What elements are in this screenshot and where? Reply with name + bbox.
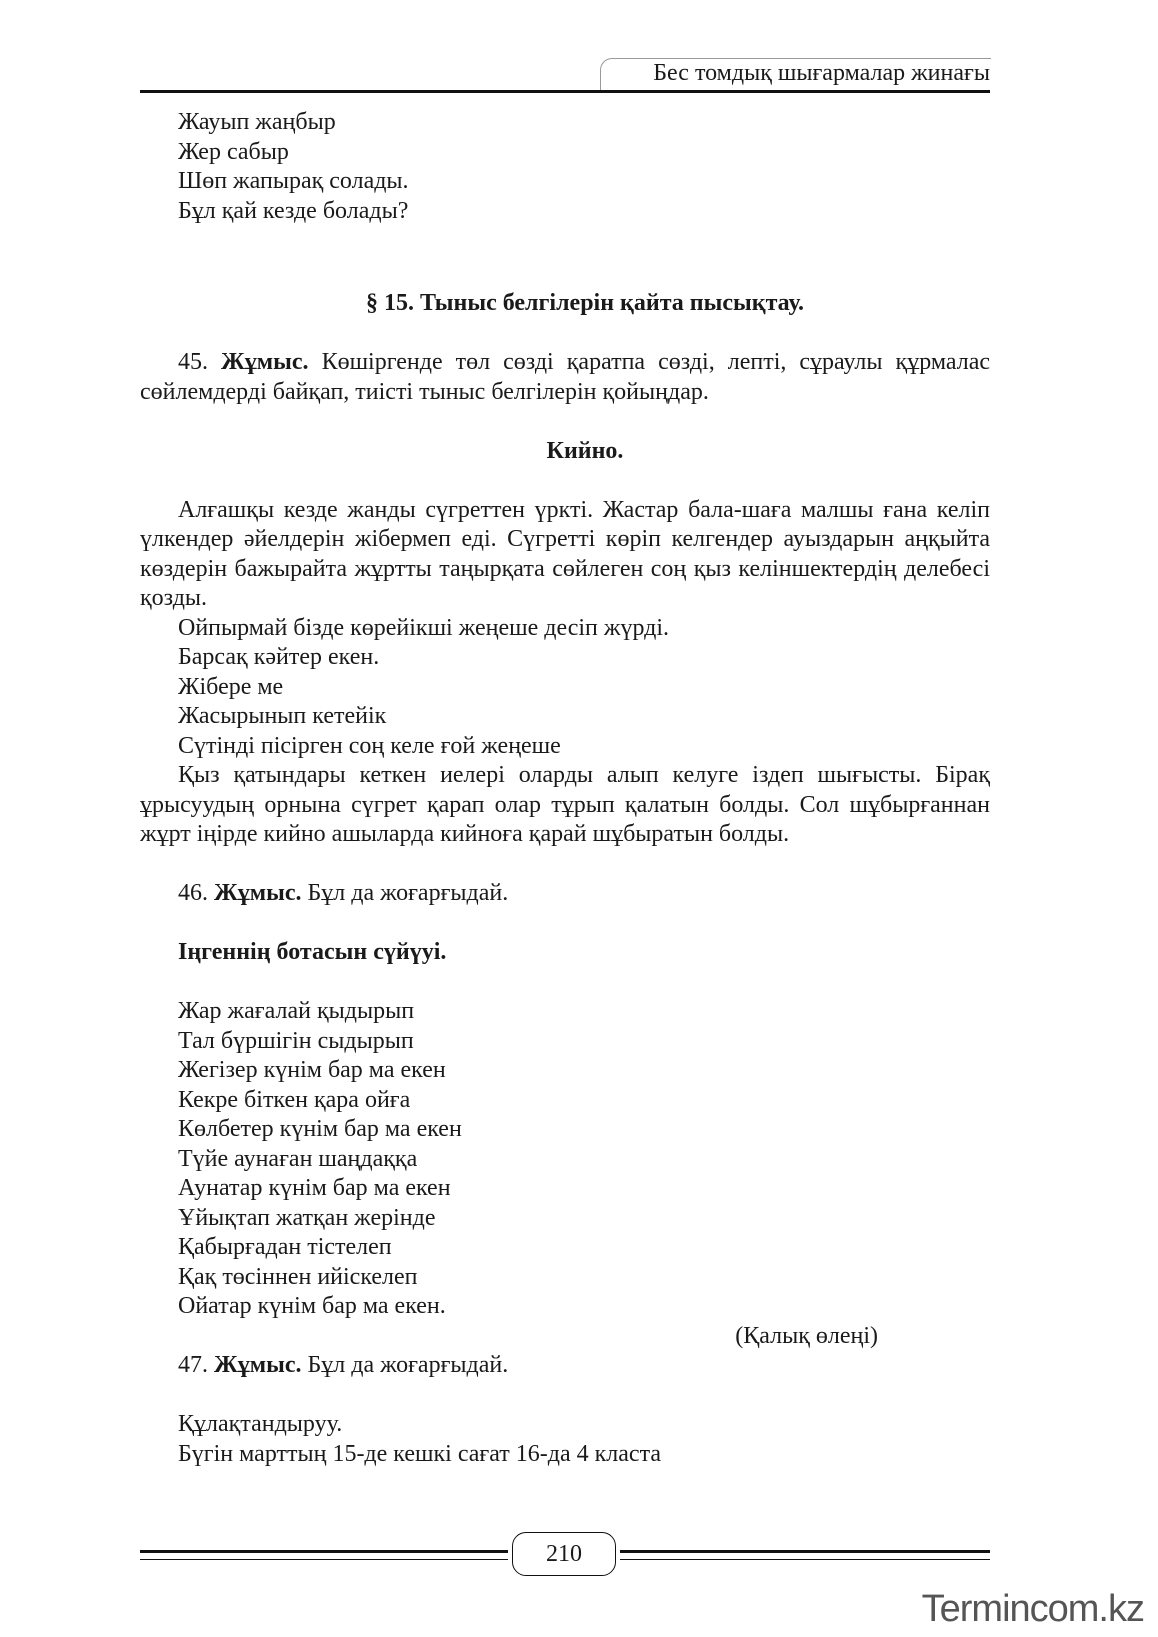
page-content [140, 108, 990, 1469]
text-title-kino: Кийно. [546, 437, 624, 464]
notice-line: Бүгін марттың 15-де кешкі сағат 16-да 4 класта [178, 1440, 662, 1467]
exercise-label: Жұмыс. [221, 349, 309, 375]
page-number [512, 1532, 616, 1576]
poem-line: Қабырғадан тістелеп [178, 1234, 392, 1260]
poem-source: (Қалық өлеңі) [735, 1322, 878, 1349]
kino-line: Барсақ кәйтер екен. [178, 644, 380, 670]
poem-line: Жегізер күнім бар ма екен [178, 1057, 446, 1083]
section-title: § 15. Тыныс белгілерін қайта пысықтау. [365, 290, 805, 316]
exercise-text: Бұл да жоғарғыдай. [307, 1352, 509, 1378]
kino-line: Ойпырмай бізде көрейікші жеңеше десіп жүрді. [178, 614, 670, 641]
page-number-text: 210 [546, 1540, 582, 1567]
riddle-line: Бұл қай кезде болады? [178, 197, 409, 224]
poem-line: Тал бүршігін сыдырып [178, 1027, 414, 1054]
exercise-number: 46. [178, 880, 208, 906]
exercise-label: Жұмыс. [214, 1352, 302, 1378]
exercise-number: 45. [178, 349, 208, 375]
running-header: Бес томдық шығармалар жинағы [653, 60, 990, 86]
poem-line: Ойатар күнім бар ма екен. [178, 1293, 446, 1319]
footer-rule-left [140, 1550, 508, 1560]
poem-line: Көлбетер күнім бар ма екен [178, 1116, 462, 1142]
exercise-47 [140, 1351, 990, 1381]
poem-line: Ұйықтап жатқан жерінде [178, 1204, 436, 1231]
poem-line: Қақ төсіннен ийіскелеп [178, 1263, 418, 1290]
poem-line: Түйе аунаған шаңдаққа [178, 1145, 418, 1172]
riddle-line: Шөп жапырақ солады. [178, 168, 409, 194]
notice-title: Құлақтандыруу. [178, 1411, 343, 1437]
exercise-number: 47. [178, 1352, 208, 1378]
riddle [140, 108, 990, 226]
exercise-label: Жұмыс. [214, 880, 302, 906]
kino-line: Сүтінді пісірген соң келе ғой жеңеше [178, 732, 561, 759]
poem-title: Іңгеннің ботасын сүйүуі. [178, 939, 447, 965]
kino-paragraph-1: Алғашқы кезде жанды сүгреттен үркті. Жастар бала-шаға малшы ғана келіп үлкендер әйелдерін жібермеп еді. Сүгретті көріп келгендер ауыздарын аңқыйта көздерін бажырайта жұртты таңырқата сөйлеген соң қыз келіншектердің делебесі қозды. [140, 496, 990, 611]
exercise-46 [140, 879, 990, 909]
poem-line: Жар жағалай қыдырып [178, 998, 415, 1024]
poem [140, 997, 990, 1322]
kino-line: Жібере ме [178, 673, 284, 700]
exercise-text: Көшіргенде төл сөзді қаратпа сөзді, лепті, сұраулы құрмалас сөйлемдерді байқап, тиісті тыныс белгілерін қойыңдар. [140, 349, 991, 405]
kino-paragraph-2: Қыз қатындары кеткен иелері оларды алып келуге іздеп шығысты. Бірақ ұрысуудың орнына сүгрет қарап олар тұрып қалатын болды. Сол шұбырғаннан жұрт іңірде кийно ашыларда кийноға қарай шұбыратын болды. [140, 762, 990, 847]
riddle-line: Жауып жаңбыр [178, 109, 336, 135]
watermark-logo: Termincom.kz [921, 1588, 1144, 1630]
header-rule [140, 90, 990, 93]
kino-line: Жасырынып кетейік [178, 703, 387, 729]
exercise-text: Бұл да жоғарғыдай. [307, 880, 509, 906]
footer-rule-right [620, 1550, 990, 1560]
poem-line: Кекре біткен қара ойға [178, 1086, 411, 1113]
riddle-line: Жер сабыр [178, 138, 289, 165]
exercise-45 [140, 348, 990, 407]
poem-line: Аунатар күнім бар ма екен [178, 1175, 451, 1201]
